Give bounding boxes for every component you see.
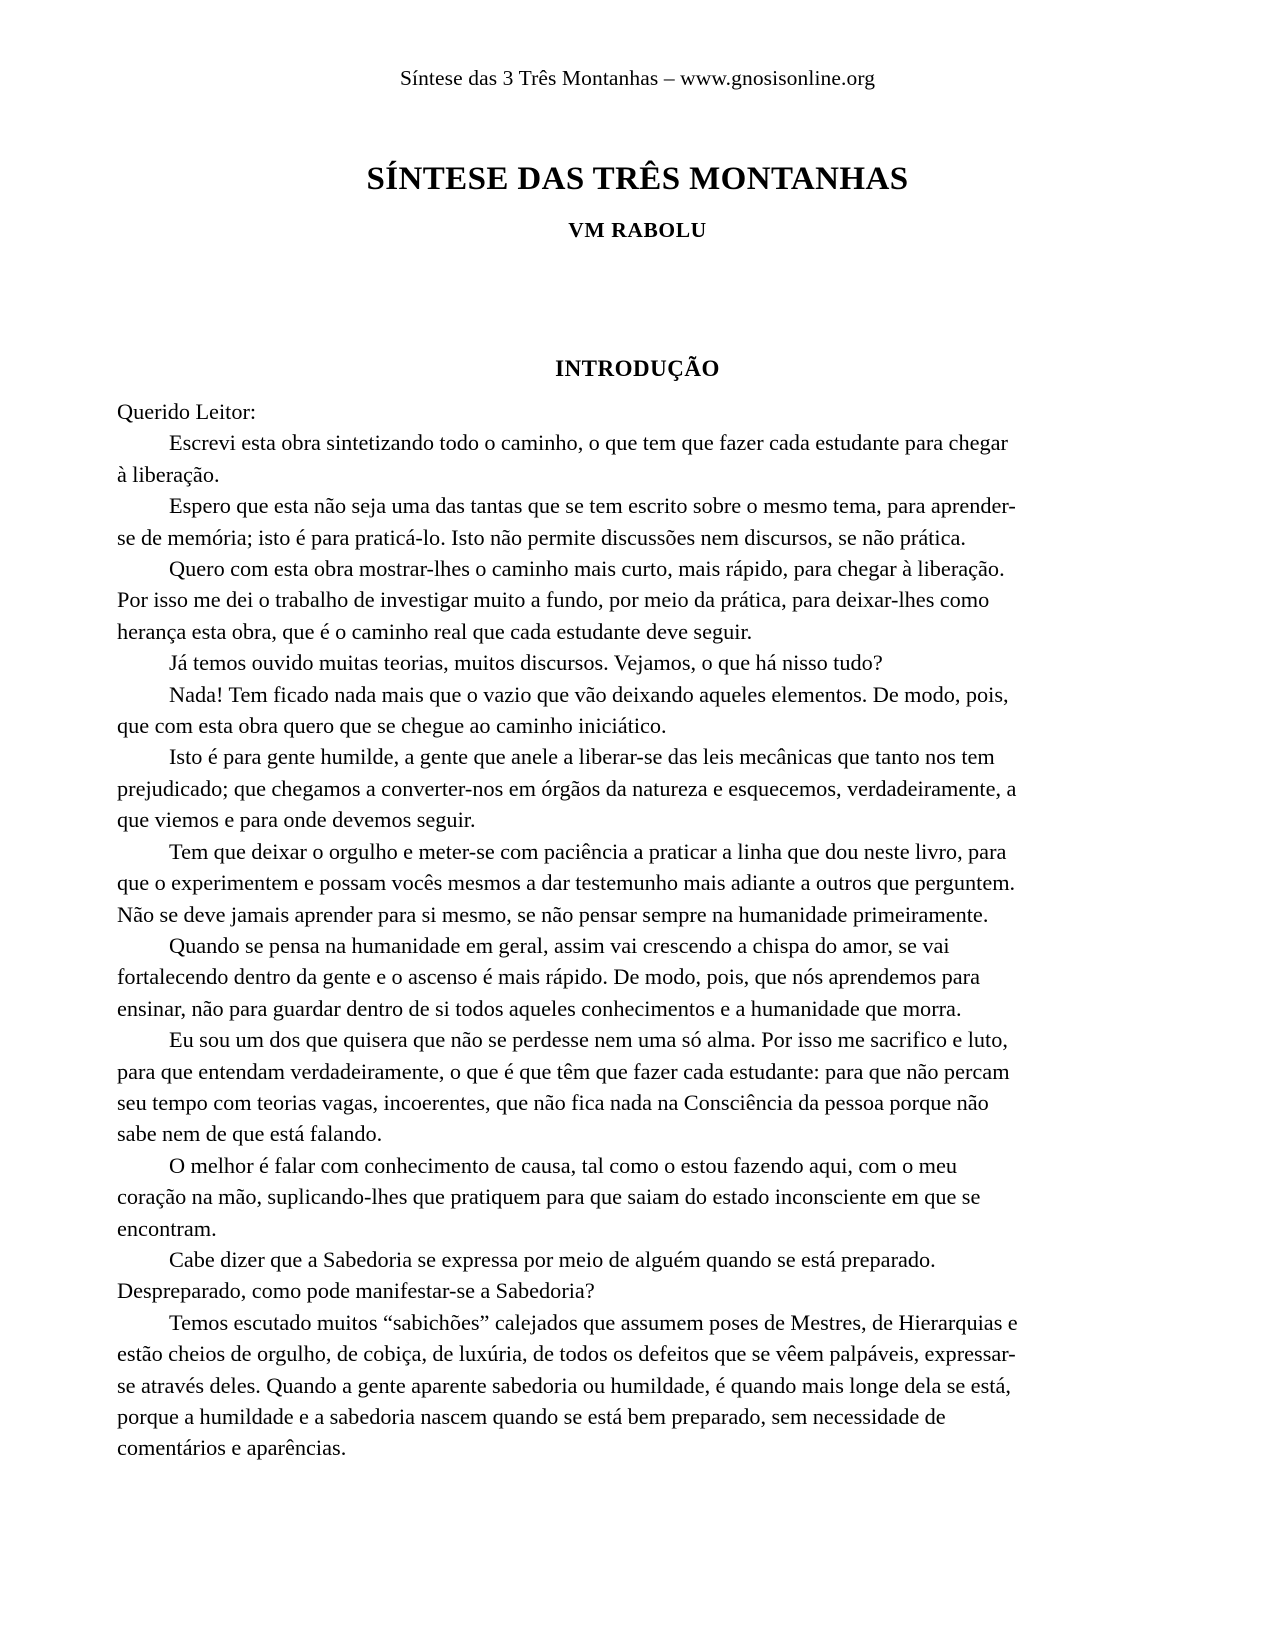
paragraph: Isto é para gente humilde, a gente que anele a liberar-se das leis mecânicas que tanto nos tem prejudicado; que chegamos a converter-nos em órgãos da natureza e esquecemos, verdadeiramente, a que viemos e para onde devemos seguir. — [117, 744, 1017, 833]
paragraph: Espero que esta não seja uma das tantas que se tem escrito sobre o mesmo tema, para aprender-se de memória; isto é para praticá-lo. Isto não permite discussões nem discursos, se não prática. — [117, 493, 1016, 550]
paragraph: Quero com esta obra mostrar-lhes o caminho mais curto, mais rápido, para chegar à liberação. Por isso me dei o trabalho de investigar muito a fundo, por meio da prática, para deixar-lhes como herança esta obra, que é o caminho real que cada estudante deve seguir. — [117, 556, 1005, 644]
paragraph: Cabe dizer que a Sabedoria se expressa por meio de alguém quando se está preparado. Despreparado, como pode manifestar-se a Sabedoria? — [117, 1246, 936, 1304]
paragraph: O melhor é falar com conhecimento de causa, tal como o estou fazendo aqui, com o meu coração na mão, suplicando-lhes que pratiquem para que saiam do estado inconsciente em que se encontram. — [117, 1152, 981, 1241]
paragraph-salutation: Querido Leitor: — [117, 399, 257, 424]
paragraph: Eu sou um dos que quisera que não se perdesse nem uma só alma. Por isso me sacrifico e luto, para que entendam verdadeiramente, o que é que têm que fazer cada estudante: para que não percam seu tempo com teorias vagas, incoerentes, que não fica nada na Consciência da pessoa porque não sabe nem de que está falando. — [117, 1027, 1010, 1147]
section-heading-introducao: INTRODUÇÃO — [555, 356, 720, 382]
paragraph: Temos escutado muitos “sabichões” calejados que assumem poses de Mestres, de Hierarquias e estão cheios de orgulho, de cobiça, de luxúria, de todos os defeitos que se vêem palpáveis, expressar-se através deles. Quando a gente aparente sabedoria ou humildade, é quando mais longe dela se está, porque a humildade e a sabedoria nascem quando se está bem preparado, sem necessidade de comentários e aparências. — [117, 1309, 1018, 1461]
paragraph: Escrevi esta obra sintetizando todo o caminho, o que tem que fazer cada estudante para chegar à liberação. — [117, 430, 1008, 487]
paragraph: Tem que deixar o orgulho e meter-se com paciência a praticar a linha que dou neste livro, para que o experimentem e possam vocês mesmos a dar testemunho mais adiante a outros que perguntem. Não se deve jamais aprender para si mesmo, se não pensar sempre na humanidade primeiramente. — [117, 838, 1016, 927]
paragraph: Já temos ouvido muitas teorias, muitos discursos. Vejamos, o que há nisso tudo? — [169, 650, 883, 676]
body-text-block — [117, 396, 1023, 1464]
document-title: SÍNTESE DAS TRÊS MONTANHAS — [366, 161, 909, 198]
document-author: VM RABOLU — [568, 218, 707, 242]
running-head: Síntese das 3 Três Montanhas – www.gnosisonline.org — [399, 66, 876, 90]
paragraph: Nada! Tem ficado nada mais que o vazio que vão deixando aqueles elementos. De modo, pois, que com esta obra quero que se chegue ao caminho iniciático. — [117, 681, 1009, 739]
paragraph: Quando se pensa na humanidade em geral, assim vai crescendo a chispa do amor, se vai fortalecendo dentro da gente e o ascenso é mais rápido. De modo, pois, que nós aprendemos para ensinar, não para guardar dentro de si todos aqueles conhecimentos e a humanidade que morra. — [117, 932, 980, 1021]
